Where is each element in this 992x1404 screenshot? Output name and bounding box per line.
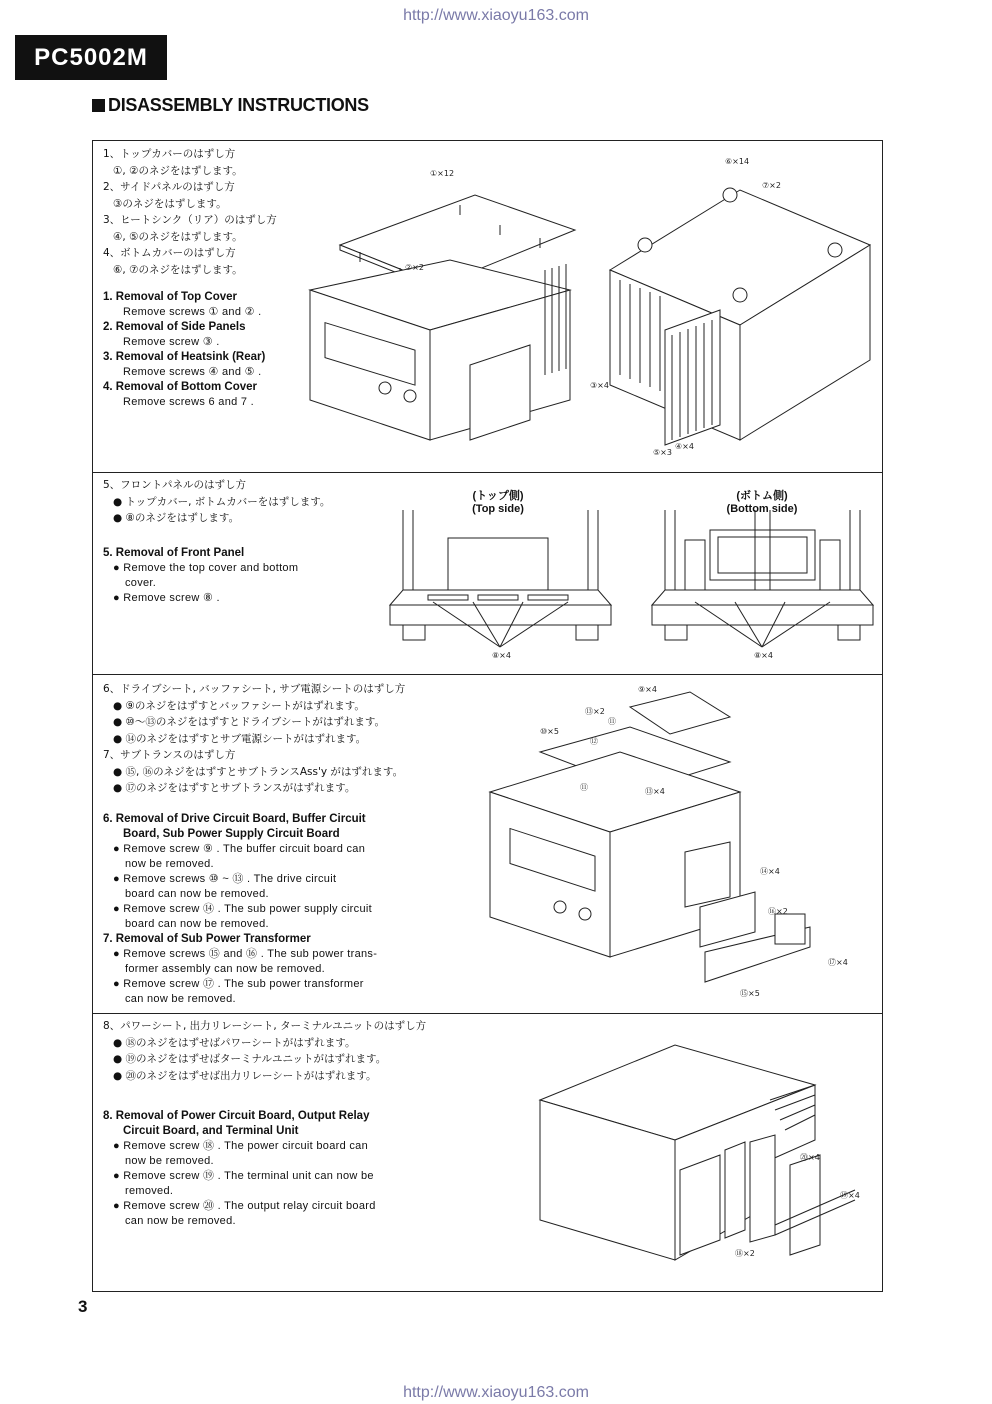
ja-heading: 5、フロントパネルのはずし方 [103, 479, 246, 491]
ja-step: ● ⑱のネジをはずせばパワーシートがはずれます。 [113, 1036, 356, 1049]
top-side-en: (Top side) [472, 503, 524, 515]
screw-label: ②×2 [405, 263, 424, 272]
screw-label: ①×12 [430, 169, 455, 178]
heading-square-icon [92, 99, 105, 112]
ja-step: ● ⑨のネジをはずすとバッファシートがはずれます。 [113, 699, 365, 712]
ja-step: ③のネジをはずします。 [113, 197, 227, 210]
en-step: ● Remove screw ⑱ . The power circuit board can [113, 1140, 368, 1152]
heading-text: DISASSEMBLY INSTRUCTIONS [108, 95, 369, 115]
en-step: ● Remove screw ⑭ . The sub power supply circuit [113, 902, 372, 915]
page-number: 3 [78, 1297, 88, 1316]
en-step: can now be removed. [125, 1215, 236, 1227]
model-badge: PC5002M [15, 35, 167, 80]
screw-label: ⑲×4 [840, 1191, 860, 1200]
en-heading: Board, Sub Power Supply Circuit Board [123, 827, 340, 840]
screw-label: ⑧×4 [754, 651, 773, 660]
ja-heading: 6、ドライブシート, バッファシート, サブ電源シートのはずし方 [103, 683, 406, 695]
ja-heading: 7、サブトランスのはずし方 [103, 749, 236, 761]
ja-step: ● ⑩～⑬のネジをはずすとドライブシートがはずれます。 [113, 716, 386, 728]
en-step: cover. [125, 576, 157, 589]
screw-label: ⑦×2 [762, 181, 781, 190]
en-heading: 6. Removal of Drive Circuit Board, Buffer Circuit [103, 812, 366, 825]
watermark-url-top: http://www.xiaoyu163.com [403, 7, 589, 24]
en-step: Remove screws ④ and ⑤ . [123, 366, 262, 378]
ja-step: ①, ②のネジをはずします。 [113, 164, 243, 177]
ja-step: ● トップカバー, ボトムカバーをはずします。 [113, 495, 331, 508]
en-step: ● Remove screw ⑲ . The terminal unit can now be [113, 1170, 374, 1182]
screw-label: ⑬×2 [585, 707, 605, 716]
en-step: ● Remove screw ⑰ . The sub power transformer [113, 977, 364, 990]
front-panel-top-side-diagram [388, 505, 613, 660]
front-panel-bottom-side-diagram [650, 505, 875, 660]
watermark-url-bottom: http://www.xiaoyu163.com [403, 1384, 589, 1401]
screw-label: ⑫ [590, 737, 598, 746]
en-step: ● Remove screws ⑮ and ⑯ . The sub power trans- [113, 947, 378, 960]
screw-label: ③×4 [590, 381, 609, 390]
ja-step: ④, ⑤のネジをはずします。 [113, 230, 243, 243]
ja-heading: 2、サイドパネルのはずし方 [103, 181, 235, 193]
en-step: now be removed. [125, 857, 214, 870]
top-side-ja: (トップ側) [472, 490, 524, 502]
power-board-removal-diagram [535, 1030, 880, 1280]
screw-label: ⑳×4 [800, 1153, 820, 1162]
en-step: former assembly can now be removed. [125, 962, 326, 975]
en-step: removed. [125, 1185, 174, 1197]
en-step: Remove screws 6 and 7 . [123, 396, 255, 408]
screw-label: ⑤×3 [653, 448, 672, 457]
en-step: Remove screws ① and ② . [123, 306, 262, 318]
en-step: Remove screw ③ . [123, 336, 220, 348]
circuit-board-removal-diagram [490, 682, 875, 1002]
ja-step: ● ⑰のネジをはずすとサブトランスがはずれます。 [113, 782, 356, 794]
section-divider [92, 472, 883, 473]
screw-label: ⑪ [608, 717, 616, 726]
screw-label: ⑭×4 [760, 867, 780, 876]
screw-label: ⑱×2 [735, 1249, 755, 1258]
ja-heading: 8、パワーシート, 出力リレーシート, ターミナルユニットのはずし方 [103, 1020, 427, 1032]
screw-label: ⑰×4 [828, 958, 848, 967]
en-step: ● Remove screw ⑨ . The buffer circuit board can [113, 842, 366, 855]
en-step: board can now be removed. [125, 887, 269, 900]
ja-heading: 4、ボトムカバーのはずし方 [103, 247, 236, 259]
en-heading: 4. Removal of Bottom Cover [103, 381, 257, 393]
section-divider [92, 1013, 883, 1014]
screw-label: ⑥×14 [725, 157, 750, 166]
en-heading: 2. Removal of Side Panels [103, 321, 246, 333]
en-step: board can now be removed. [125, 917, 269, 930]
en-step: ● Remove screws ⑩ ~ ⑬ . The drive circuit [113, 872, 337, 885]
en-step: ● Remove screw ⑧ . [113, 591, 220, 604]
en-step: now be removed. [125, 1155, 214, 1167]
page-heading [92, 95, 369, 116]
en-step: can now be removed. [125, 992, 236, 1005]
en-step: ● Remove the top cover and bottom [113, 561, 299, 574]
section-6-7-text [103, 681, 405, 1007]
ja-step: ● ⑧のネジをはずします。 [113, 512, 240, 524]
section-1-text [103, 146, 277, 410]
en-heading: 3. Removal of Heatsink (Rear) [103, 351, 266, 363]
en-step: ● Remove screw ⑳ . The output relay circuit board [113, 1200, 376, 1212]
en-heading: 7. Removal of Sub Power Transformer [103, 932, 311, 945]
en-heading: 1. Removal of Top Cover [103, 291, 237, 303]
screw-label: ④×4 [675, 442, 694, 451]
screw-label: ⑧×4 [492, 651, 511, 660]
en-heading: Circuit Board, and Terminal Unit [123, 1125, 299, 1137]
screw-label: ⑨×4 [638, 685, 657, 694]
section-8-text [103, 1018, 426, 1229]
screw-label: ⑯×2 [768, 907, 788, 916]
ja-step: ● ⑭のネジをはずすとサブ電源シートがはずれます。 [113, 732, 367, 745]
ja-step: ● ⑲のネジをはずせばターミナルユニットがはずれます。 [113, 1053, 387, 1065]
top-cover-removal-diagram [300, 150, 880, 460]
en-heading: 8. Removal of Power Circuit Board, Output Relay [103, 1110, 370, 1122]
section-divider [92, 674, 883, 675]
screw-label: ⑩×5 [540, 727, 559, 736]
ja-step: ● ⑮, ⑯のネジをはずすとサブトランスAss'y がはずれます。 [113, 765, 404, 778]
screw-label: ⑪ [580, 783, 588, 792]
bottom-side-en: (Bottom side) [726, 503, 798, 515]
screw-label: ⑮×5 [740, 989, 760, 998]
en-heading: 5. Removal of Front Panel [103, 546, 245, 559]
screw-label: ⑬×4 [645, 787, 665, 796]
bottom-side-ja: (ボトム側) [736, 490, 788, 502]
ja-step: ● ⑳のネジをはずせば出力リレーシートがはずれます。 [113, 1069, 377, 1082]
ja-heading: 3、ヒートシンク（リア）のはずし方 [103, 214, 277, 226]
section-5-text [103, 477, 330, 606]
ja-heading: 1、トップカバーのはずし方 [103, 148, 236, 160]
ja-step: ⑥, ⑦のネジをはずします。 [113, 263, 243, 276]
